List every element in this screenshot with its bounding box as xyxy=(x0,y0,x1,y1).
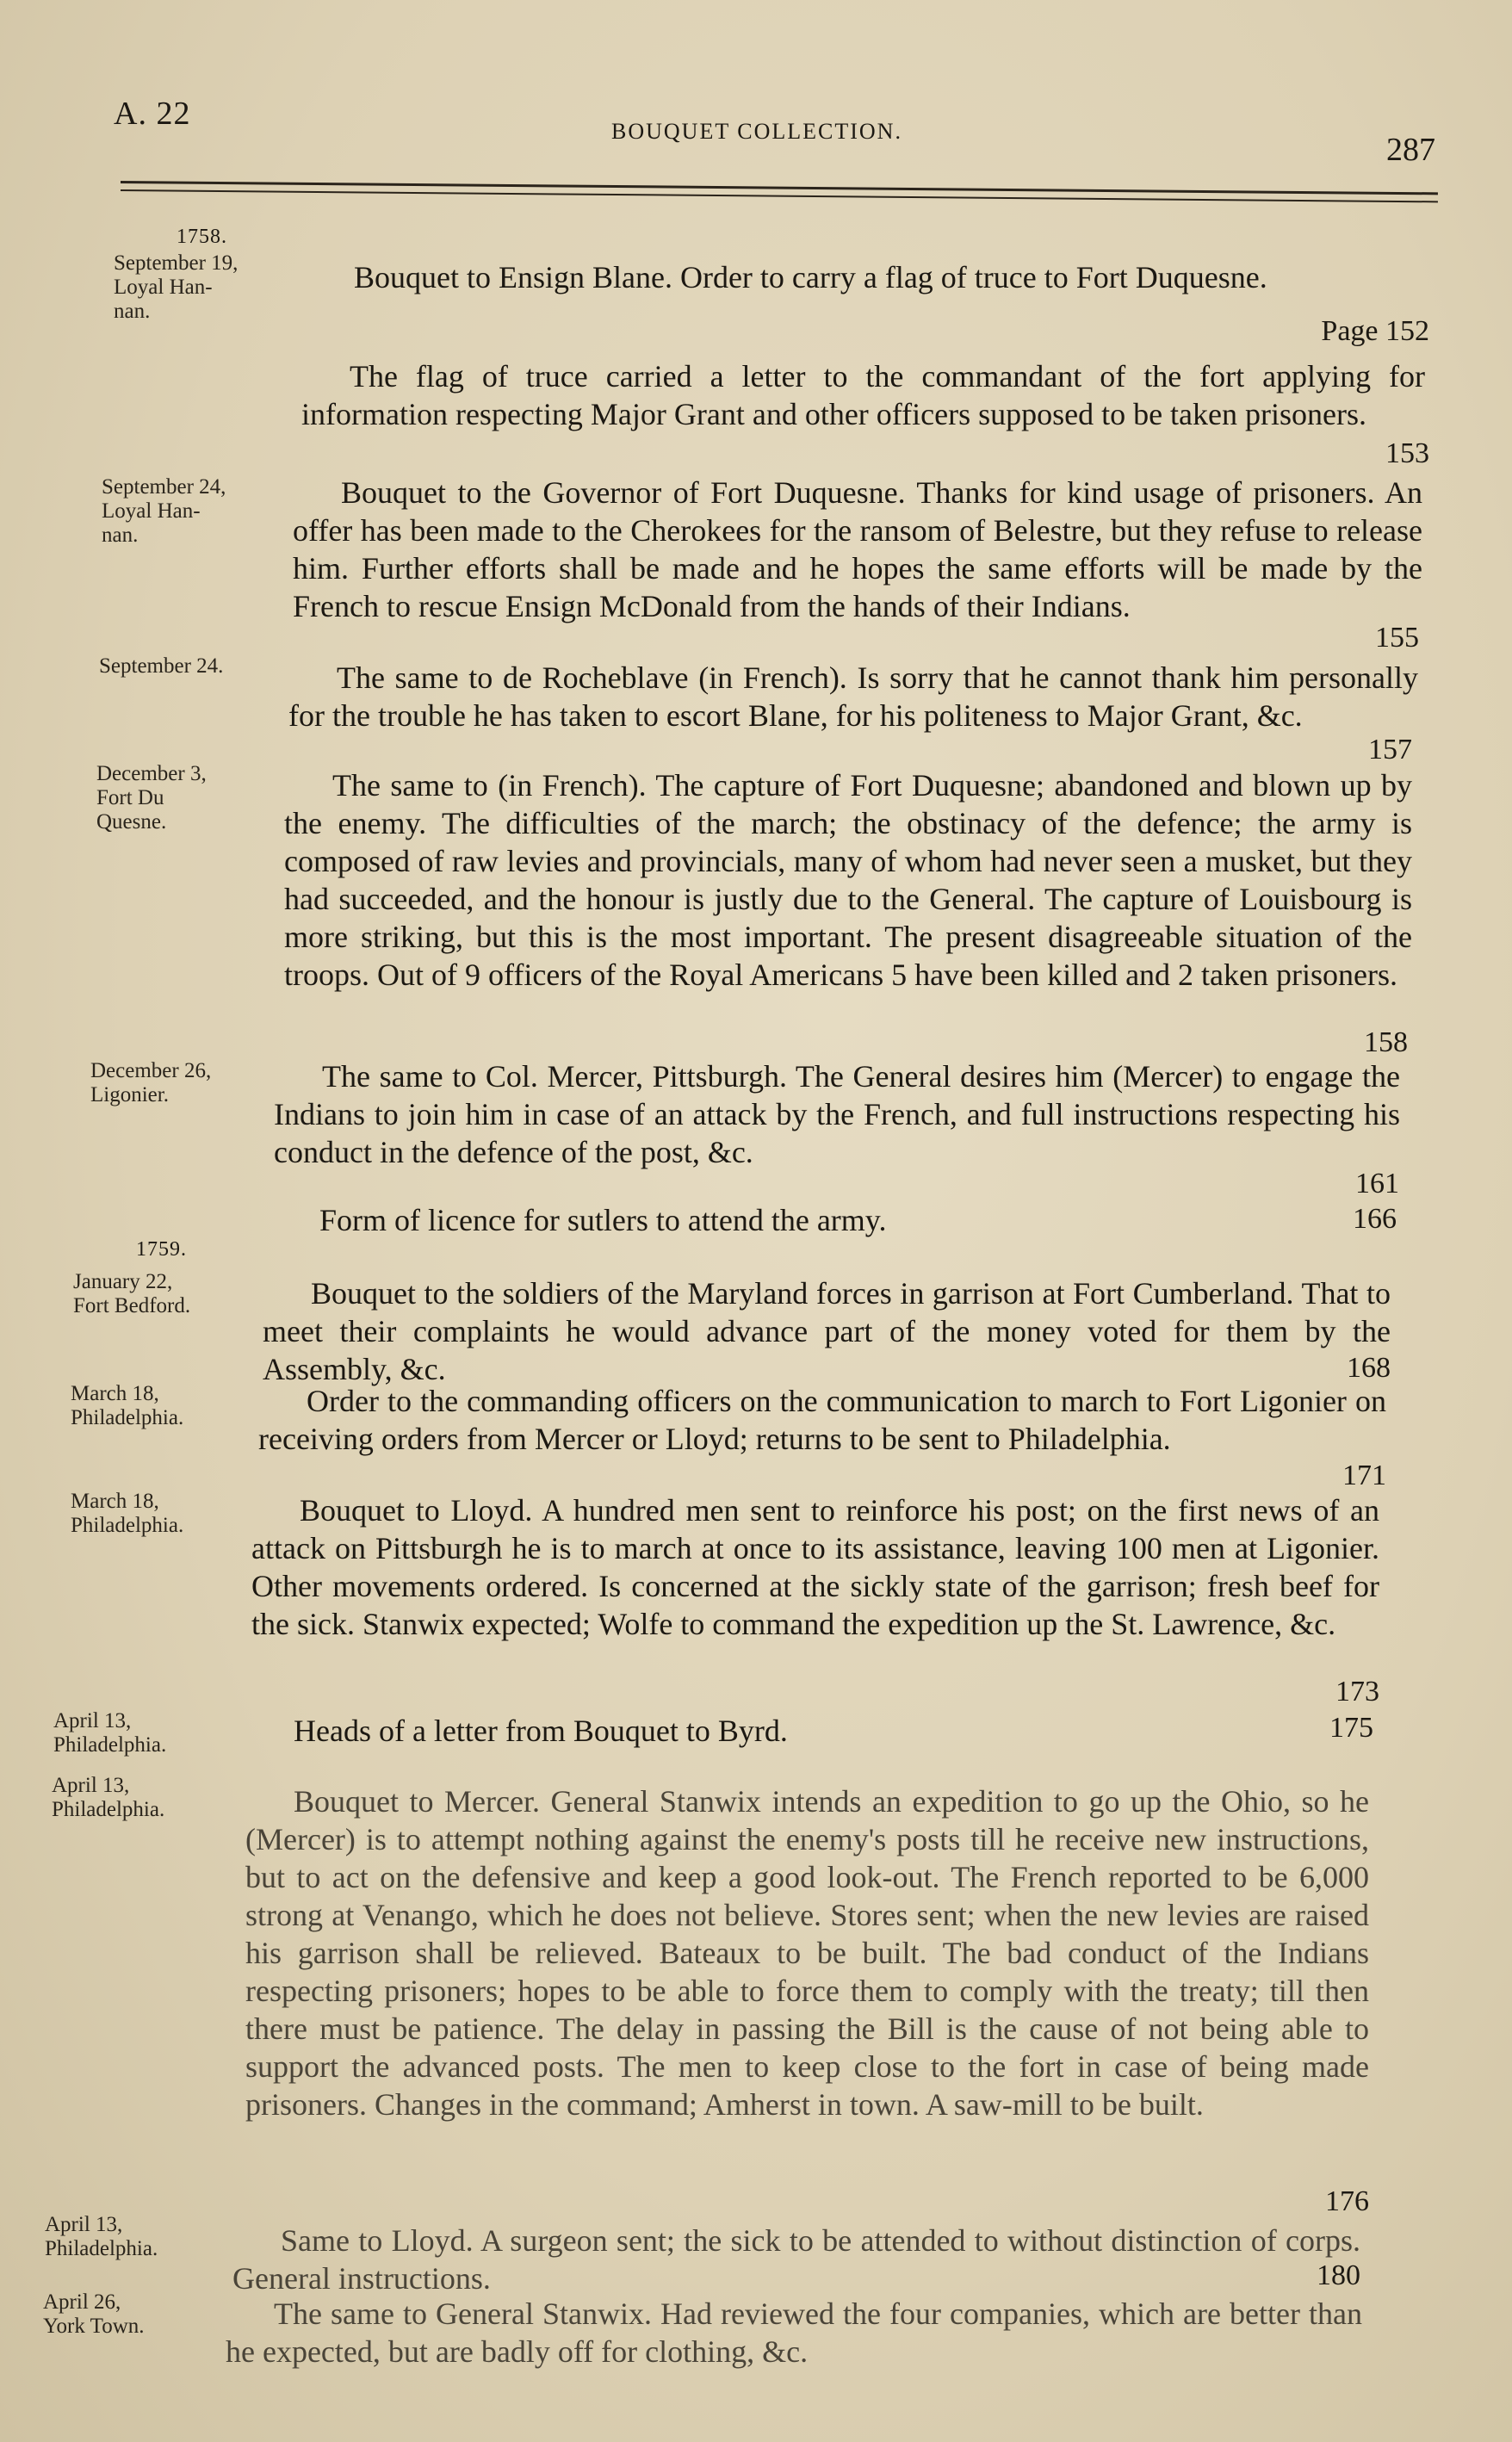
entry-page-ref: 157 xyxy=(1368,734,1412,765)
entry-text: Order to the commanding officers on the communication to march to Fort Ligonier on receiving orders from Mercer or Lloyd; returns to be sent to Philadelphia. xyxy=(258,1384,1386,1456)
collection-code: A. 22 xyxy=(114,96,191,132)
entry-page-ref: 168 xyxy=(1347,1352,1391,1384)
entry-date-place: April 26, York Town. xyxy=(43,2290,145,2338)
entry-text: Bouquet to Mercer. General Stanwix intends an expedition to go up the Ohio, so he (Mercer) is to attempt nothing against the enemy's posts till he receive new instructions, but to act on the defensive and keep a good look-out. The French reported to be 6,000 strong at Venango, which he does not believe. Stores sent; when the new levies are raised his garrison shall be relieved. Bateaux to be built. The bad conduct of the Indians respecting prisoners; hopes to be able to force them to comply with the treaty; till then there must be patience. The delay in passing the Bill is the cause of not being able to support the advanced posts. The men to keep close to the fort in case of being made prisoners. Changes in the command; Amherst in town. A saw-mill to be built. xyxy=(245,1784,1369,2122)
entry-date-place: March 18, Philadelphia. xyxy=(71,1490,184,1537)
entry-date-place: January 22, Fort Bedford. xyxy=(73,1270,191,1317)
entry-text: The same to (in French). The capture of Fort Duquesne; abandoned and blown up by the enemy. The difficulties of the march; the obstinacy of the defence; the army is composed of raw levies and provincials, many of whom had never seen a musket, but they had succeeded, and the honour is justly due to the General. The capture of Louisbourg is more striking, but this is the most important. The present disagreeable situation of the troops. Out of 9 officers of the Royal Americans 5 have been killed and 2 taken prisoners. xyxy=(284,768,1412,992)
entry-text: The same to General Stanwix. Had reviewed the four companies, which are better than he expected, but are badly off for clothing, &c. xyxy=(226,2296,1362,2369)
entry-date-place: September 19, Loyal Han- nan. xyxy=(114,251,239,323)
entry-text: Same to Lloyd. A surgeon sent; the sick to be attended to without distinction of corps. General instructions. xyxy=(232,2223,1360,2296)
year-heading-1758: 1758. xyxy=(177,226,227,248)
entry-page-ref: 171 xyxy=(1342,1460,1386,1491)
entry-text: The same to de Rocheblave (in French). Is sorry that he cannot thank him personally for the trouble he has taken to escort Blane, for his politeness to Major Grant, &c. xyxy=(288,660,1418,733)
entry-date-place: September 24, Loyal Han- nan. xyxy=(102,475,226,547)
entry-text: Bouquet to the soldiers of the Maryland forces in garrison at Fort Cumberland. That to meet their complaints he would advance part of the money voted for them by the Assembly, &c. xyxy=(263,1276,1391,1386)
entry-page-ref: 176 xyxy=(1325,2185,1369,2217)
entry-date-place: December 3, Fort Du Quesne. xyxy=(96,762,207,834)
entry-page-ref: 175 xyxy=(1329,1712,1373,1744)
entry-text: The flag of truce carried a letter to the commandant of the fort applying for information respecting Major Grant and other officers supposed to be taken prisoners. xyxy=(301,359,1425,431)
entry-text: Form of licence for sutlers to attend the army. xyxy=(319,1203,887,1237)
page-title: BOUQUET COLLECTION. xyxy=(611,119,902,144)
entry-date-place: April 13, Philadelphia. xyxy=(53,1709,167,1757)
page-number: 287 xyxy=(1386,132,1435,168)
entry-page-ref: 173 xyxy=(1335,1676,1379,1708)
entry-page-ref: 158 xyxy=(1364,1026,1408,1058)
entry-date-place: September 24. xyxy=(99,654,224,678)
entry-page-ref: 153 xyxy=(1385,437,1429,469)
entry-text: Bouquet to the Governor of Fort Duquesne. Thanks for kind usage of prisoners. An offer has been made to the Cherokees for the ransom of Belestre, but they refuse to release him. Further efforts shall be made and he hopes the same efforts will be made by the French to rescue Ensign McDonald from the hands of their Indians. xyxy=(293,475,1422,623)
entry-date-place: December 26, Ligonier. xyxy=(90,1059,212,1106)
entry-page-ref: 155 xyxy=(1375,622,1419,654)
entry-page-ref: 166 xyxy=(1353,1203,1397,1235)
entry-text: Heads of a letter from Bouquet to Byrd. xyxy=(294,1714,788,1748)
entry-text: The same to Col. Mercer, Pittsburgh. The General desires him (Mercer) to engage the Indians to join him in case of an attack by the French, and full instructions respecting his conduct in the defence of the post, &c. xyxy=(274,1059,1400,1169)
year-heading-1759: 1759. xyxy=(136,1238,187,1261)
entry-text: Bouquet to Lloyd. A hundred men sent to reinforce his post; on the first news of an attack on Pittsburgh he is to march at once to its assistance, leaving 100 men at Ligonier. Other movements ordered. Is concerned at the sickly state of the garrison; fresh beef for the sick. Stanwix expected; Wolfe to command the expedition up the St. Lawrence, &c. xyxy=(251,1493,1379,1641)
entry-date-place: April 13, Philadelphia. xyxy=(45,2213,158,2260)
entry-page-ref: 180 xyxy=(1317,2259,1360,2291)
entry-date-place: March 18, Philadelphia. xyxy=(71,1382,184,1429)
entry-text: Bouquet to Ensign Blane. Order to carry a flag of truce to Fort Duquesne. xyxy=(354,260,1267,294)
entry-date-place: April 13, Philadelphia. xyxy=(52,1774,165,1821)
entry-page-ref: Page 152 xyxy=(1321,315,1429,347)
entry-page-ref: 161 xyxy=(1355,1168,1399,1199)
